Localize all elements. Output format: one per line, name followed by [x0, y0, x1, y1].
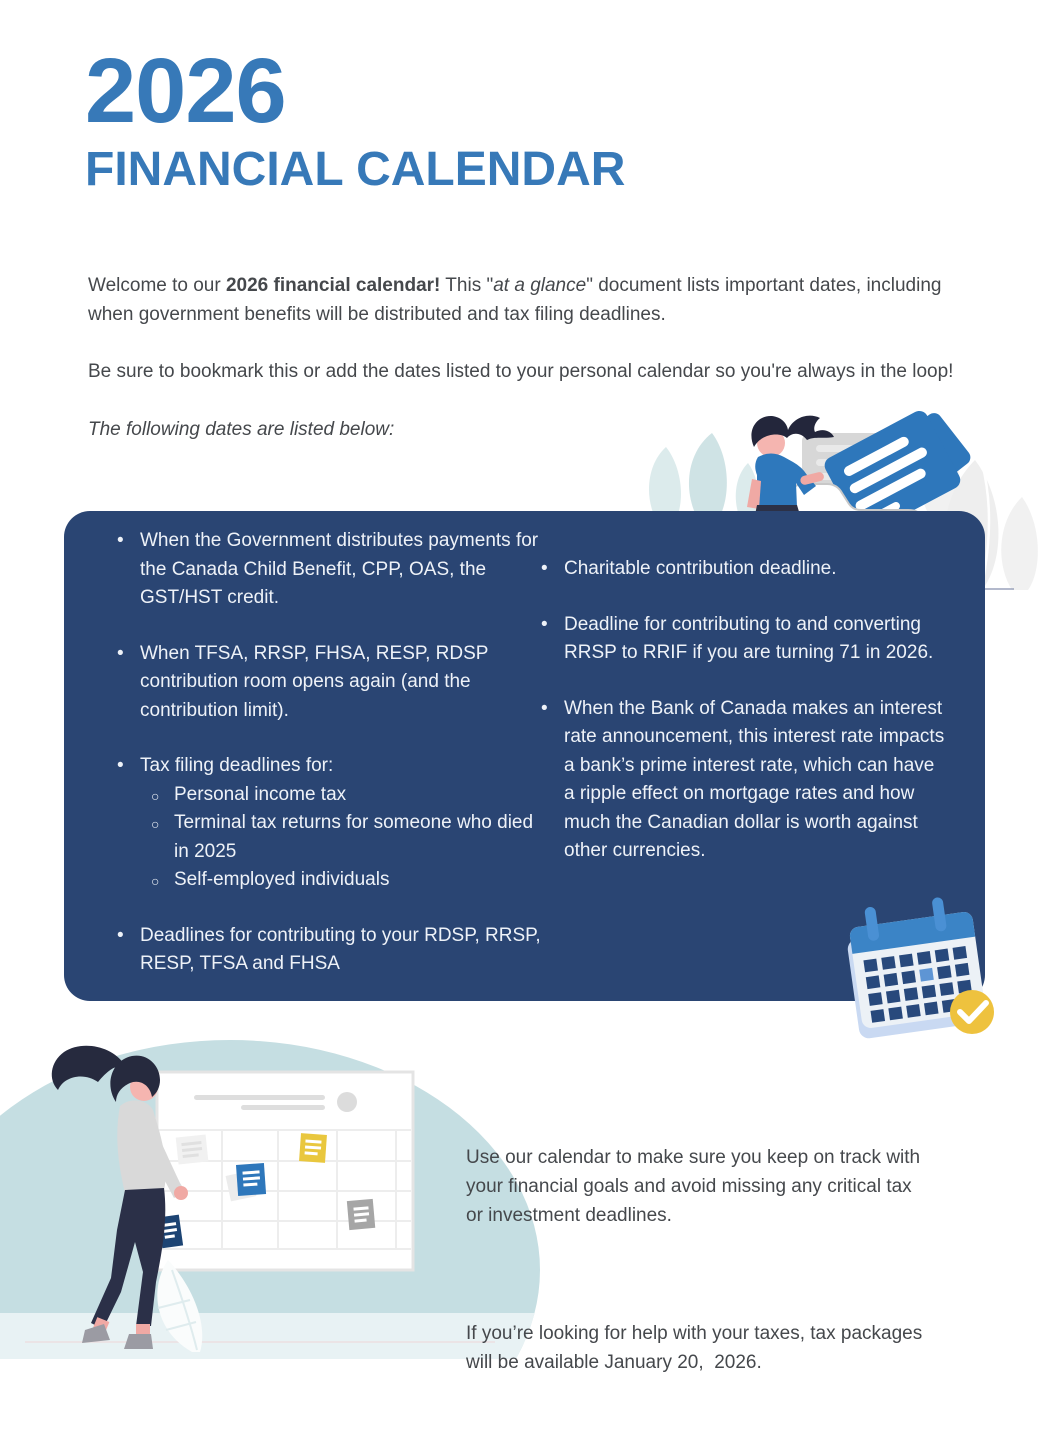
bullet-text: Charitable contribution deadline.: [564, 558, 837, 579]
bullet-text: When TFSA, RRSP, FHSA, RESP, RDSP contribution room opens again (and the contribution limit).: [140, 642, 489, 721]
sub-bullet-icon: ○: [151, 787, 160, 804]
page-title-sub: FINANCIAL CALENDAR: [85, 143, 626, 197]
sub-bullet-item: [140, 809, 542, 866]
bullet-text: Deadline for contributing to and converting RRSP to RRIF if you are turning 71 in 2026.: [564, 613, 934, 663]
intro-note: The following dates are listed below:: [88, 418, 395, 440]
page-title-year: 2026: [85, 40, 286, 142]
bullet-icon: •: [541, 558, 548, 579]
bullet-item: [100, 922, 542, 979]
sub-bullet-icon: ○: [151, 873, 160, 889]
bullet-text: When the Bank of Canada makes an interest rate announcement, this interest rate impacts a bank’s prime interest rate, which can have a ripple effect on mortgage rates and how much the Canadian dollar is worth against other currencies.: [564, 697, 945, 861]
intro-section: [88, 272, 978, 444]
bullet-item: [524, 695, 948, 866]
planning-board: [157, 1072, 413, 1270]
outro-section: [466, 1085, 926, 1437]
intro-text: " document lists important dates, including when government benefits will be distributed and tax filing deadlines.: [88, 275, 942, 325]
sticky-note-gray: [347, 1199, 375, 1230]
sub-bullet-text: Self-employed individuals: [174, 869, 390, 890]
bullet-item: [100, 527, 542, 613]
bullet-icon: •: [117, 530, 124, 551]
bullet-item: [524, 555, 948, 584]
sub-bullet-text: Personal income tax: [174, 783, 347, 805]
highlights-column-right: [524, 555, 948, 893]
intro-text: Welcome to our: [88, 275, 226, 296]
check-badge: [950, 990, 994, 1034]
calendar-check-icon: [845, 893, 1000, 1045]
leaf-decoration: [689, 433, 727, 523]
highlights-column-left: [100, 527, 542, 1006]
sub-bullet-item: [140, 781, 542, 810]
bullet-icon: •: [541, 697, 548, 719]
bullet-icon: •: [117, 755, 124, 776]
intro-italic-text: at a glance: [493, 275, 587, 296]
bullet-item: [524, 611, 948, 668]
sub-bullet-text: Terminal tax returns for someone who died in 2025: [174, 812, 534, 862]
sticky-note-yellow: [299, 1133, 327, 1163]
sticky-note-blue: [236, 1163, 266, 1196]
sub-bullet-icon: ○: [151, 816, 160, 832]
intro-bold-text: 2026 financial calendar!: [225, 275, 441, 296]
bullet-text: Deadlines for contributing to your RDSP, RRSP, RESP, TFSA and FHSA: [140, 924, 541, 974]
intro-paragraph-2: Be sure to bookmark this or add the dates listed to your personal calendar so you're always in the loop!: [88, 361, 954, 382]
bullet-icon: •: [117, 924, 124, 946]
bullet-icon: •: [541, 613, 548, 635]
bullet-icon: •: [117, 642, 124, 664]
highlights-list-left: [100, 527, 542, 979]
sticky-note-lightgray: [176, 1135, 209, 1165]
bullet-text: When the Government distributes payments for the Canada Child Benefit, CPP, OAS, the GST/HST credit.: [140, 530, 539, 608]
outro-paragraph-1: Use our calendar to make sure you keep on track with your financial goals and avoid missing any critical tax or investment deadlines.: [466, 1147, 926, 1226]
sub-bullet-item: [140, 866, 542, 895]
intro-paragraph-1: [88, 272, 978, 329]
bullet-item: [100, 752, 542, 895]
leaf-decoration: [1001, 497, 1038, 590]
sub-bullet-list: [140, 781, 542, 895]
highlights-list-right: [524, 555, 948, 866]
intro-text: This ": [440, 275, 494, 296]
outro-paragraph-2: If you’re looking for help with your taxes, tax packages will be available January 20, 2026.: [466, 1323, 928, 1373]
bullet-text: Tax filing deadlines for:: [140, 755, 334, 776]
bullet-item: [100, 640, 542, 726]
page-header: [85, 40, 626, 197]
